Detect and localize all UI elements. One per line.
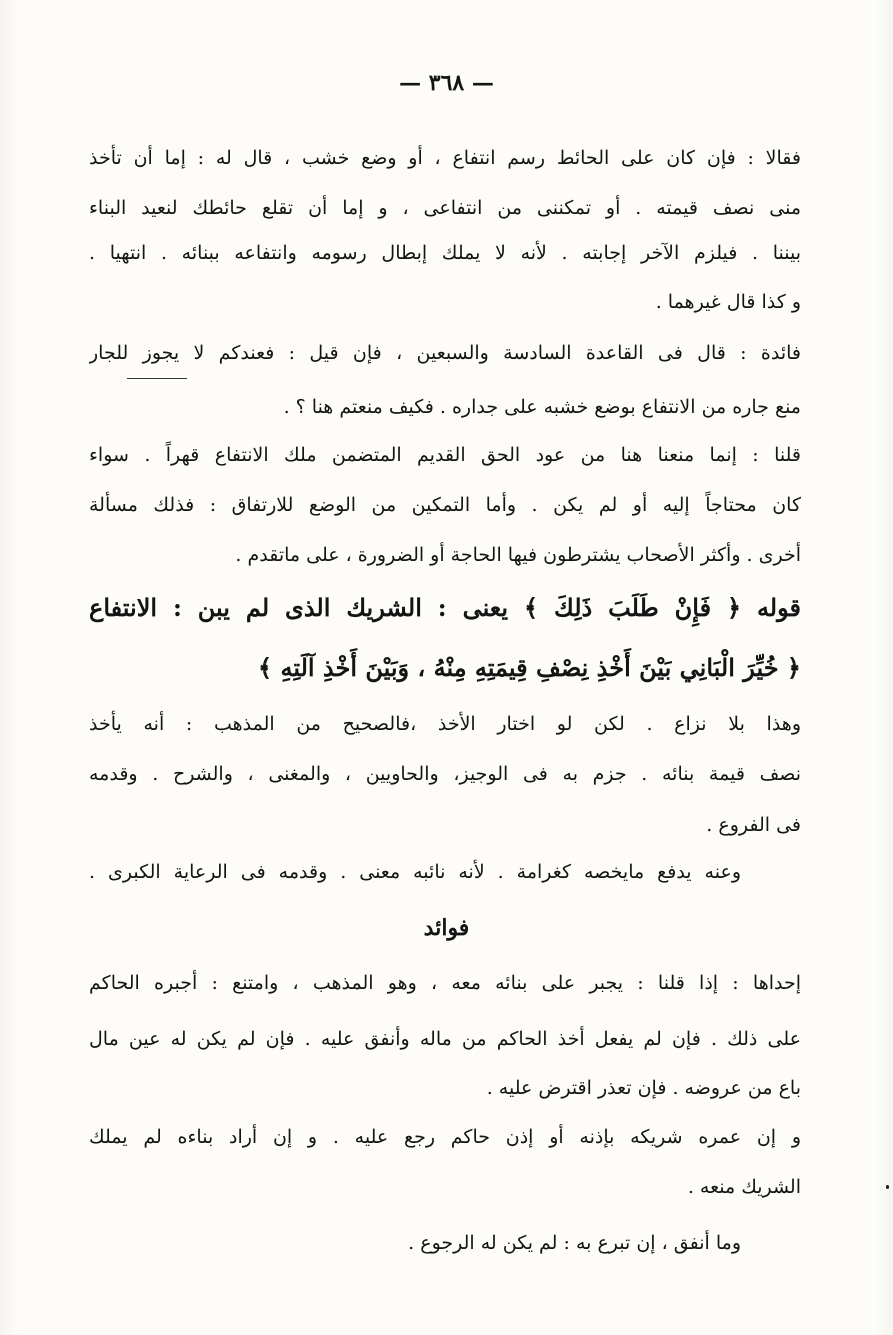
text-line-8: كان محتاجاً إليه أو لم يكن . وأما التمكين من الوضع للارتفاق : فذلك مسألة bbox=[89, 494, 801, 516]
text-line-13: نصف قيمة بنائه . جزم به فى الوجيز، والحاويين ، والمغنى ، والشرح . وقدمه bbox=[89, 763, 801, 785]
text-line-9: أخرى . وأكثر الأصحاب يشترطون فيها الحاجة أو الضرورة ، على ماتقدم . bbox=[235, 544, 801, 566]
text-line-20: الشريك منعه . bbox=[687, 1176, 801, 1198]
text-line-12: وهذا بلا نزاع . لكن لو اختار الأخذ ،فالصحيح من المذهب : أنه يأخذ bbox=[89, 713, 801, 735]
text-line-15: وعنه يدفع مايخصه كغرامة . لأنه نائبه معنى . وقدمه فى الرعاية الكبرى . bbox=[89, 861, 741, 883]
text-line-2: منى نصف قيمته . أو تمكننى من انتفاعى ، و إما أن تقلع حائطك لنعيد البناء bbox=[89, 197, 801, 219]
text-line-7: قلنا : إنما منعنا هنا من عود الحق القديم المتضمن ملك الانتفاع قهراً . سواء bbox=[89, 444, 801, 466]
text-line-14: فى الفروع . bbox=[706, 814, 801, 836]
edge-mark bbox=[886, 1185, 889, 1189]
text-line-4: و كذا قال غيرهما . bbox=[655, 291, 801, 313]
text-line-11: ﴿ خُيِّرَ الْبَانِي بَيْنَ أَخْذِ نِصْفِ قِيمَتِهِ مِنْهُ ، وَبَيْنَ أَخْذِ آلَتِهِ ﴾ bbox=[258, 653, 801, 682]
text-line-10: قوله ﴿ فَإِنْ طَلَبَ ذَلِكَ ﴾ يعنى : الشريك الذى لم يبن : الانتفاع bbox=[89, 593, 801, 622]
text-line-21: وما أنفق ، إن تبرع به : لم يكن له الرجوع . bbox=[408, 1232, 741, 1254]
text-line-19: و إن عمره شريكه بإذنه أو إذن حاكم رجع عليه . و إن أراد بناءه لم يملك bbox=[89, 1126, 801, 1148]
text-line-18: باع من عروضه . فإن تعذر اقترض عليه . bbox=[486, 1077, 801, 1099]
text-line-17: على ذلك . فإن لم يفعل أخذ الحاكم من ماله وأنفق عليه . فإن لم يكن له عين مال bbox=[89, 1028, 801, 1050]
text-line-6: منع جاره من الانتفاع بوضع خشبه على جداره . فكيف منعتم هنا ؟ . bbox=[283, 396, 801, 418]
section-heading: فوائد bbox=[423, 915, 470, 941]
text-line-16: إحداها : إذا قلنا : يجبر على بنائه معه ، وهو المذهب ، وامتنع : أجبره الحاكم bbox=[89, 972, 801, 994]
page-number: — ٣٦٨ — bbox=[399, 70, 494, 96]
text-line-1: فقالا : فإن كان على الحائط رسم انتفاع ، أو وضع خشب ، قال له : إما أن تأخذ bbox=[89, 147, 801, 169]
text-line-5: فائدة : قال فى القاعدة السادسة والسبعين ، فإن قيل : فعندكم لا يجوز للجار bbox=[89, 342, 801, 364]
text-line-3: بيننا . فيلزم الآخر إجابته . لأنه لا يملك إبطال رسومه وانتفاعه ببنائه . انتهيا . bbox=[89, 242, 801, 264]
underline-mark bbox=[127, 378, 187, 379]
